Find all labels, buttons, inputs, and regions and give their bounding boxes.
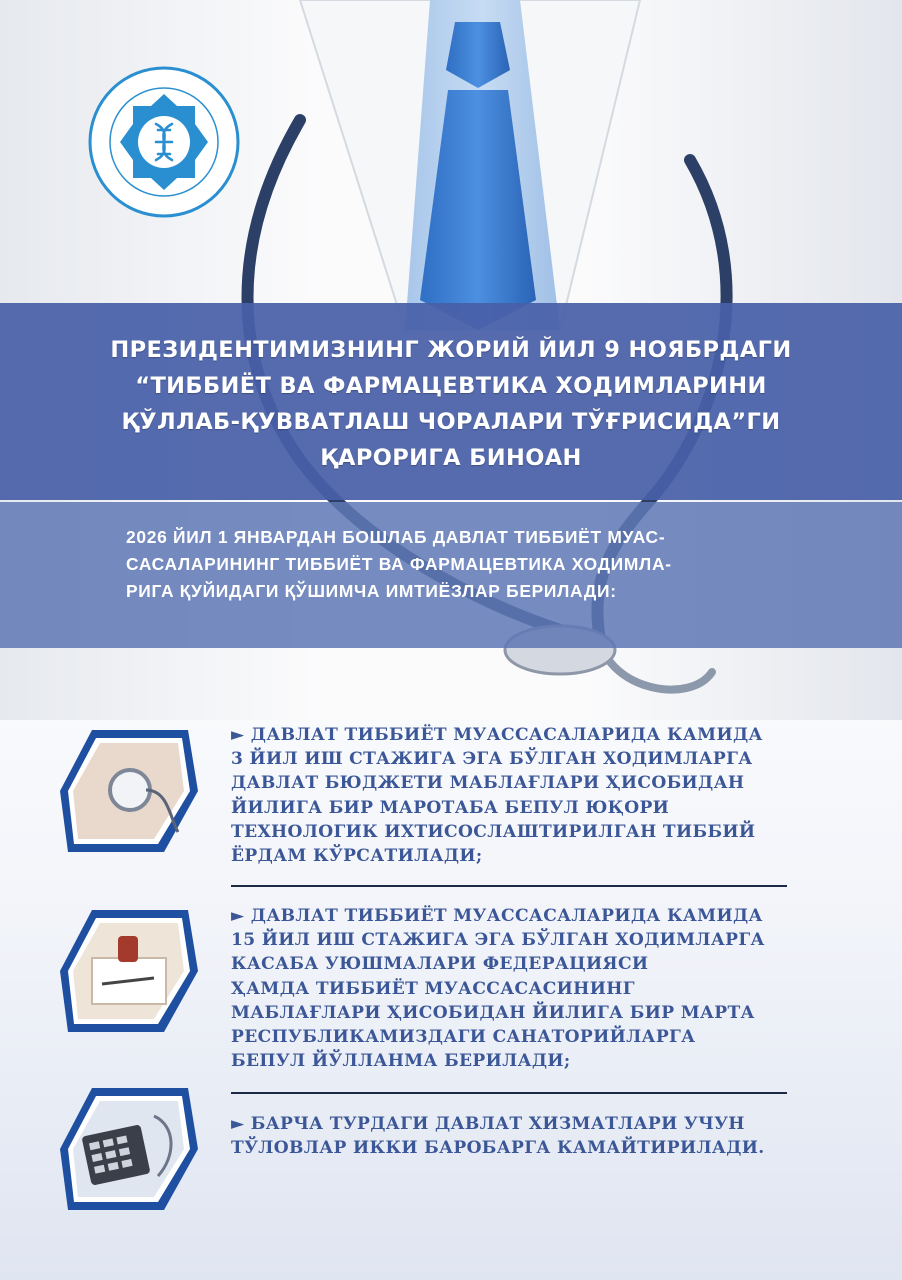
subtitle-line: РИГА ҚУЙИДАГИ ҚЎШИМЧА ИМТИЁЗЛАР БЕРИЛАДИ: xyxy=(126,581,617,601)
benefit-line: МАБЛАҒЛАРИ ҲИСОБИДАН ЙИЛИГА БИР МАРТА xyxy=(231,1002,755,1023)
title-line: ҚЎЛЛАБ-ҚУВВАТЛАШ ЧОРАЛАРИ ТЎҒРИСИДА”ГИ xyxy=(121,408,781,435)
subtitle-line: 2026 ЙИЛ 1 ЯНВАРДАН БОШЛАБ ДАВЛАТ ТИББИЁТ МУАС- xyxy=(126,527,666,547)
benefit-line: 15 ЙИЛ ИШ СТАЖИГА ЭГА БЎЛГАН ХОДИМЛАРГА xyxy=(231,930,765,951)
benefit-line: ТЎЛОВЛАР ИККИ БАРОБАРГА КАМАЙТИРИЛАДИ. xyxy=(231,1138,765,1159)
divider xyxy=(231,885,787,887)
benefit-line: ТЕХНОЛОГИК ИХТИСОСЛАШТИРИЛГАН ТИББИЙ xyxy=(231,821,756,842)
benefit-line: ДАВЛАТ БЮДЖЕТИ МАБЛАҒЛАРИ ҲИСОБИДАН xyxy=(231,773,745,794)
benefit-item xyxy=(231,723,811,868)
benefit-item xyxy=(231,1112,811,1160)
benefit-line: ЙИЛИГА БИР МАРОТАБА БЕПУЛ ЮҚОРИ xyxy=(231,797,670,818)
title-banner xyxy=(0,303,902,500)
benefit-line: РЕСПУБЛИКАМИЗДАГИ САНАТОРИЙЛАРГА xyxy=(231,1027,696,1048)
subtitle-line: САСАЛАРИНИНГ ТИББИЁТ ВА ФАРМАЦЕВТИКА ХОДИМЛА- xyxy=(126,554,672,574)
title-line: “ТИББИЁТ ВА ФАРМАЦЕВТИКА ХОДИМЛАРИНИ xyxy=(135,372,767,399)
stethoscope-hand-icon xyxy=(58,728,200,854)
benefit-line: ► ДАВЛАТ ТИББИЁТ МУАССАСАЛАРИДА КАМИДА xyxy=(231,725,763,745)
benefit-item xyxy=(231,904,811,1073)
calculator-icon xyxy=(58,1086,200,1212)
benefit-line: КАСАБА УЮШМАЛАРИ ФЕДЕРАЦИЯСИ xyxy=(231,954,649,975)
benefit-line: ► ДАВЛАТ ТИББИЁТ МУАССАСАЛАРИДА КАМИДА xyxy=(231,906,763,926)
divider xyxy=(231,1092,787,1094)
benefit-line: ҲАМДА ТИББИЁТ МУАССАСАСИНИНГ xyxy=(231,978,635,999)
benefit-line: 3 ЙИЛ ИШ СТАЖИГА ЭГА БЎЛГАН ХОДИМЛАРГА xyxy=(231,749,753,770)
benefit-line: ЁРДАМ КЎРСАТИЛАДИ; xyxy=(231,846,483,867)
document-stamp-icon xyxy=(58,908,200,1034)
benefit-line: ► БАРЧА ТУРДАГИ ДАВЛАТ ХИЗМАТЛАРИ УЧУН xyxy=(231,1114,745,1134)
dna-icon xyxy=(156,124,172,160)
ministry-logo xyxy=(88,66,240,218)
subtitle-banner xyxy=(0,502,902,648)
title-line: ПРЕЗИДЕНТИМИЗНИНГ ЖОРИЙ ЙИЛ 9 НОЯБРДАГИ xyxy=(110,336,792,363)
title-line: ҚАРОРИГА БИНОАН xyxy=(320,444,582,471)
benefit-line: БЕПУЛ ЙЎЛЛАНМА БЕРИЛАДИ; xyxy=(231,1051,571,1072)
